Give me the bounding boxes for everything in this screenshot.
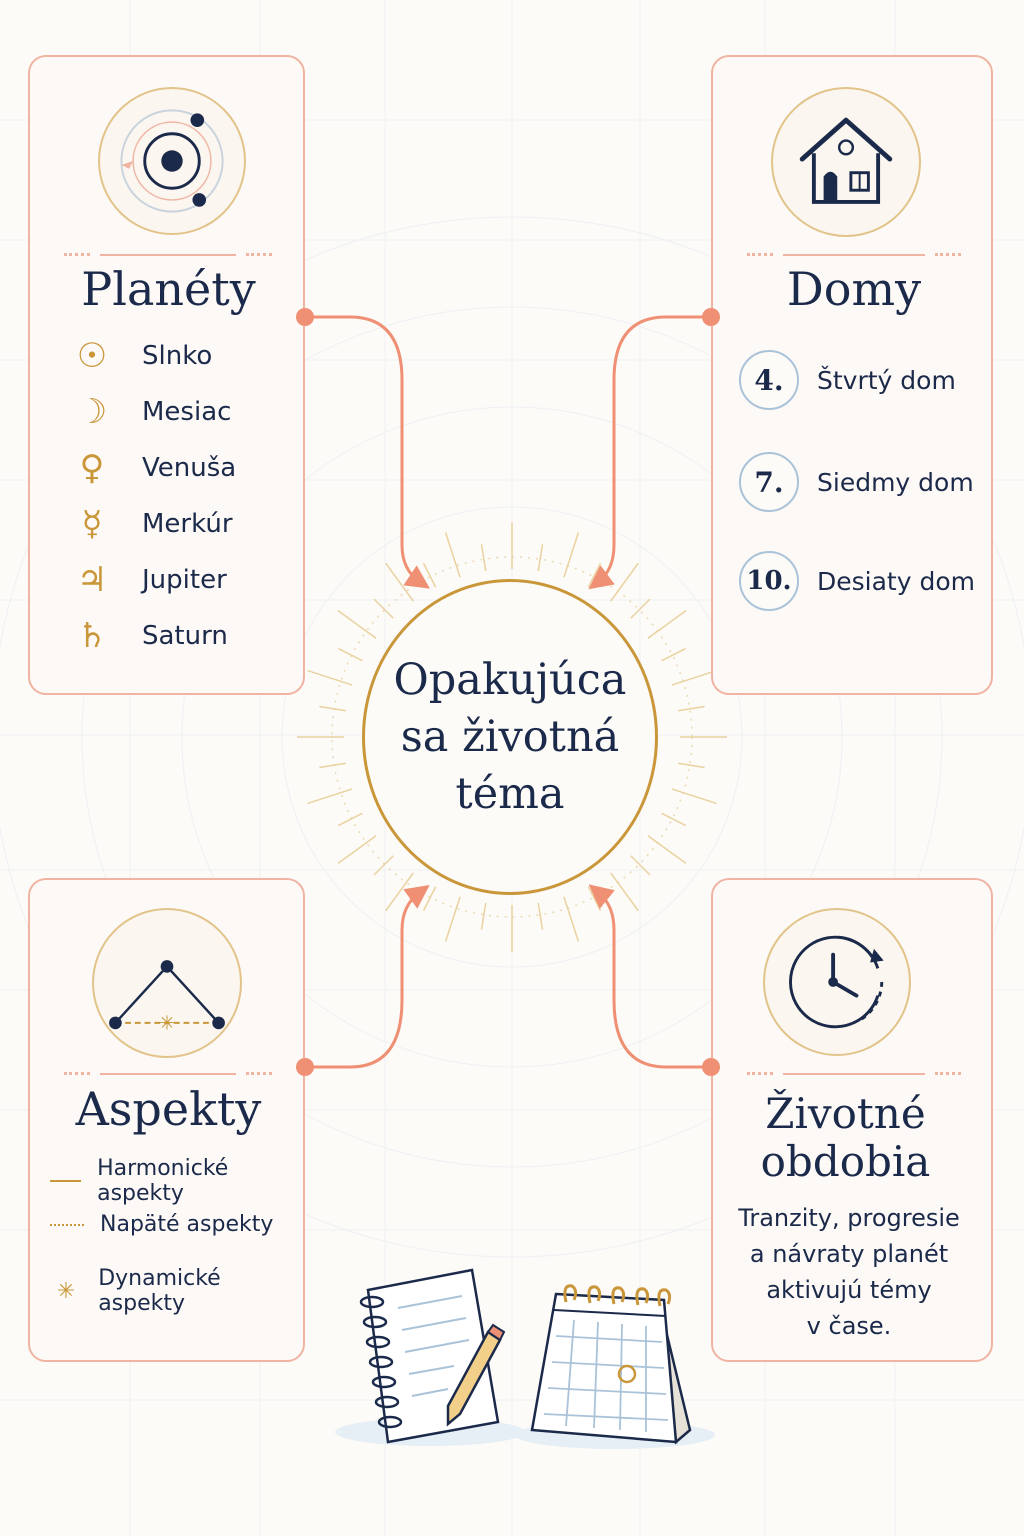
house-item	[739, 452, 974, 512]
central-theme-line-2: sa životná	[400, 711, 620, 762]
aspects-card	[28, 878, 305, 1362]
sun-ray	[446, 533, 461, 578]
houses-title: Domy	[786, 262, 922, 316]
sun-ray	[672, 789, 717, 804]
sun-ray	[538, 544, 542, 571]
central-theme-line-3: téma	[455, 768, 565, 819]
sun-ray	[481, 544, 485, 571]
sun-ray	[319, 706, 346, 710]
house-item	[739, 350, 956, 410]
sun-ray	[678, 763, 705, 767]
aspects-title: Aspekty	[75, 1082, 262, 1136]
tension-dotted-line-icon	[50, 1224, 84, 1226]
aspect-label: Harmonické aspekty	[97, 1156, 229, 1206]
planets-title: Planéty	[81, 262, 256, 316]
aspect-label: Napäté aspekty	[100, 1212, 274, 1237]
sun-ray	[338, 836, 376, 864]
harmonic-line-icon	[50, 1180, 81, 1182]
house-number-badge: 7.	[739, 452, 799, 512]
periods-separator	[783, 1073, 925, 1075]
sun-ray	[423, 563, 435, 587]
sun-ray	[308, 789, 353, 804]
periods-description-line: v čase.	[806, 1312, 892, 1340]
periods-title	[713, 1090, 978, 1186]
planet-label: Saturn	[142, 621, 228, 651]
periods-description-line: aktivujú témy	[766, 1276, 932, 1304]
dynamic-star-icon: ✳	[56, 1278, 76, 1304]
sun-ray	[538, 903, 542, 930]
aspect-label: Dynamické aspekty	[98, 1266, 221, 1316]
sun-ray	[423, 887, 435, 911]
sun-ray	[648, 611, 686, 639]
planet-item	[72, 448, 237, 488]
planets-card	[28, 55, 305, 695]
svg-text:✳: ✳	[158, 1011, 176, 1035]
house-item	[739, 551, 975, 611]
sun-ray	[446, 897, 461, 942]
planets-separator	[100, 254, 236, 256]
saturn-icon: ♄	[76, 616, 108, 656]
aspects-separator	[100, 1073, 236, 1075]
aspect-item	[50, 1266, 303, 1316]
sun-ray	[386, 563, 414, 601]
planet-label: Slnko	[142, 341, 213, 371]
planet-item	[72, 336, 213, 376]
jupiter-icon: ♃	[76, 560, 108, 600]
sun-ray	[564, 897, 579, 942]
sun-ray	[338, 611, 376, 639]
sun-ray	[386, 873, 414, 911]
house-label: Siedmy dom	[817, 467, 974, 497]
planet-label: Venuša	[142, 453, 237, 483]
aspect-item	[50, 1156, 303, 1206]
houses-card	[711, 55, 993, 695]
sun-ray	[374, 856, 393, 875]
sun-ray	[338, 813, 362, 825]
house-label: Štvrtý dom	[817, 365, 956, 395]
moon-icon: ☽	[76, 392, 108, 432]
sun-ray	[672, 671, 717, 686]
sun-ray	[678, 706, 705, 710]
venus-icon: ♀	[79, 448, 105, 488]
house-label: Desiaty dom	[817, 566, 975, 596]
sun-icon: ☉	[76, 336, 108, 376]
planet-label: Jupiter	[142, 565, 227, 595]
sun-ray	[319, 763, 346, 767]
planet-label: Mesiac	[142, 397, 232, 427]
solar-system-icon	[98, 87, 246, 235]
planet-item	[72, 504, 233, 544]
sun-ray	[611, 873, 639, 911]
planet-item	[72, 616, 228, 656]
houses-separator	[783, 254, 925, 256]
planet-item	[72, 560, 227, 600]
mercury-icon: ☿	[81, 504, 103, 544]
aspect-triangle-icon	[92, 908, 242, 1058]
sun-ray	[308, 671, 353, 686]
clock-icon	[763, 908, 911, 1056]
periods-title-line-1: Životné	[765, 1089, 926, 1138]
sun-ray	[481, 903, 485, 930]
periods-description-line: a návraty planét	[749, 1240, 949, 1268]
planet-label: Merkúr	[142, 509, 233, 539]
house-number-badge: 4.	[739, 350, 799, 410]
central-theme-line-1: Opakujúca	[393, 654, 627, 705]
sun-ray	[374, 599, 393, 618]
house-icon	[771, 87, 921, 237]
periods-description-line: Tranzity, progresie	[738, 1204, 960, 1232]
sun-ray	[648, 836, 686, 864]
sun-ray	[564, 533, 579, 578]
house-number-badge: 10.	[739, 551, 799, 611]
central-theme-circle	[362, 579, 658, 895]
sun-ray	[338, 648, 362, 660]
aspect-item	[50, 1212, 273, 1237]
life-periods-card	[711, 878, 993, 1362]
periods-description	[713, 1200, 985, 1344]
periods-title-line-2: obdobia	[760, 1137, 931, 1186]
planet-item	[72, 392, 232, 432]
sun-ray	[611, 563, 639, 601]
